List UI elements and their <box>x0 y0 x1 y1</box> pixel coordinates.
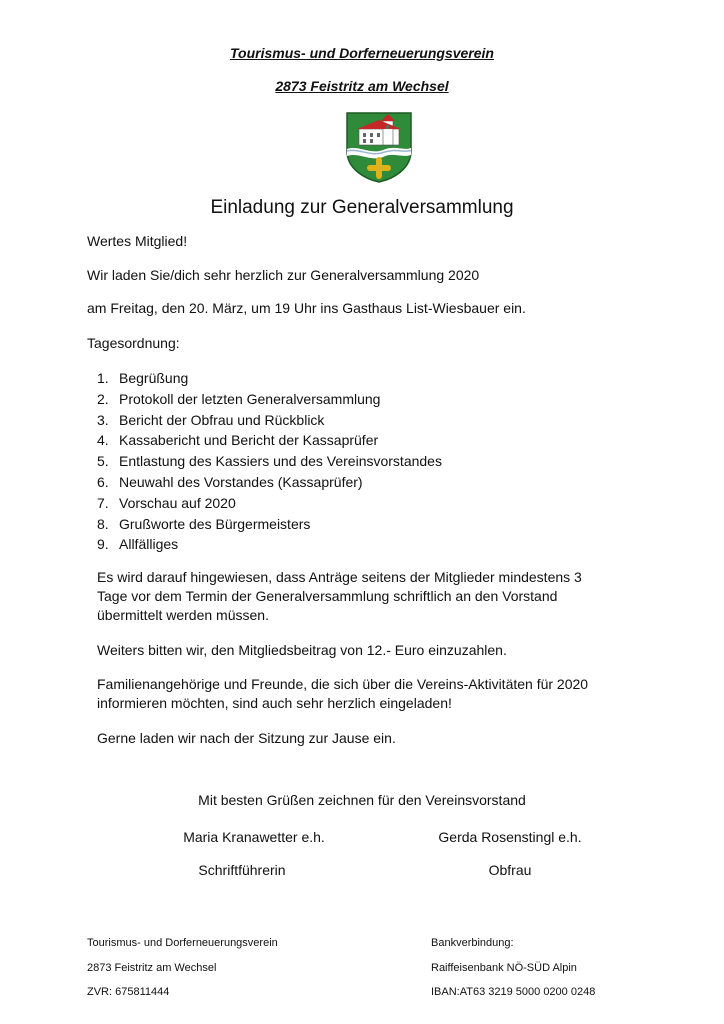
footer-right-line-3: IBAN:AT63 3219 5000 0200 0248 <box>431 986 596 998</box>
list-item <box>97 410 442 431</box>
motions-note-line-2: Tage vor dem Termin der Generalversammlung schriftlich an den Vorstand <box>97 588 558 604</box>
item-text: Kassabericht und Bericht der Kassaprüfer <box>119 432 379 449</box>
item-number: 1. <box>97 370 109 386</box>
list-item <box>97 451 442 472</box>
closing-line: Mit besten Grüßen zeichnen für den Vereinsvorstand <box>198 792 526 808</box>
invite-line-2: am Freitag, den 20. März, um 19 Uhr ins Gasthaus List-Wiesbauer ein. <box>87 300 526 316</box>
item-number: 3. <box>97 411 109 428</box>
item-text: Allfälliges <box>119 536 179 553</box>
salutation: Wertes Mitglied! <box>87 233 188 249</box>
item-number: 6. <box>97 473 109 490</box>
org-name: Tourismus- und Dorferneuerungsverein <box>230 45 494 61</box>
motions-note-line-3: übermittelt werden müssen. <box>97 607 269 623</box>
list-item <box>97 389 442 410</box>
agenda-label: Tagesordnung: <box>87 335 180 351</box>
item-number: 4. <box>97 432 109 449</box>
item-number: 5. <box>97 453 109 470</box>
list-item <box>97 534 442 555</box>
footer-left-line-2: 2873 Feistritz am Wechsel <box>87 962 217 974</box>
list-item <box>97 368 442 389</box>
signatory-name-2: Gerda Rosenstingl e.h. <box>438 829 582 845</box>
footer-right-line-1: Bankverbindung: <box>431 937 514 949</box>
org-place: 2873 Feistritz am Wechsel <box>275 78 449 94</box>
footer-left-line-1: Tourismus- und Dorferneuerungsverein <box>87 937 278 949</box>
signatory-role-1: Schriftführerin <box>198 862 286 878</box>
coat-of-arms-icon <box>343 111 415 183</box>
list-item <box>97 430 442 451</box>
item-text: Vorschau auf 2020 <box>119 494 236 511</box>
item-text: Entlastung des Kassiers und des Vereinsvorstandes <box>119 453 442 470</box>
list-item <box>97 472 442 493</box>
fee-note: Weiters bitten wir, den Mitgliedsbeitrag von 12.- Euro einzuzahlen. <box>97 642 507 658</box>
invite-line-1: Wir laden Sie/dich sehr herzlich zur Generalversammlung 2020 <box>87 267 480 283</box>
item-text: Neuwahl des Vorstandes (Kassaprüfer) <box>119 473 363 490</box>
item-text: Bericht der Obfrau und Rückblick <box>119 411 325 428</box>
item-text: Grußworte des Bürgermeisters <box>119 515 311 532</box>
motions-note-line-1: Es wird darauf hingewiesen, dass Anträge seitens der Mitglieder mindestens 3 <box>97 569 582 585</box>
list-item <box>97 514 442 535</box>
signatory-role-2: Obfrau <box>488 862 532 878</box>
footer-right-line-2: Raiffeisenbank NÖ-SÜD Alpin <box>431 962 577 974</box>
agenda-list <box>97 368 442 555</box>
family-note-line-1: Familienangehörige und Freunde, die sich über die Vereins-Aktivitäten für 2020 <box>97 676 589 692</box>
item-text: Protokoll der letzten Generalversammlung <box>119 390 381 407</box>
item-number: 9. <box>97 536 109 553</box>
list-item <box>97 493 442 514</box>
item-text: Begrüßung <box>119 370 189 386</box>
signatory-name-1: Maria Kranawetter e.h. <box>183 829 325 845</box>
family-note-line-2: informieren möchten, sind auch sehr herzlich eingeladen! <box>97 695 452 711</box>
snack-note: Gerne laden wir nach der Sitzung zur Jause ein. <box>97 730 396 746</box>
footer-left-line-3: ZVR: 675811444 <box>87 986 170 998</box>
item-number: 8. <box>97 515 109 532</box>
item-number: 7. <box>97 494 109 511</box>
item-number: 2. <box>97 390 109 407</box>
page-title: Einladung zur Generalversammlung <box>210 197 514 218</box>
